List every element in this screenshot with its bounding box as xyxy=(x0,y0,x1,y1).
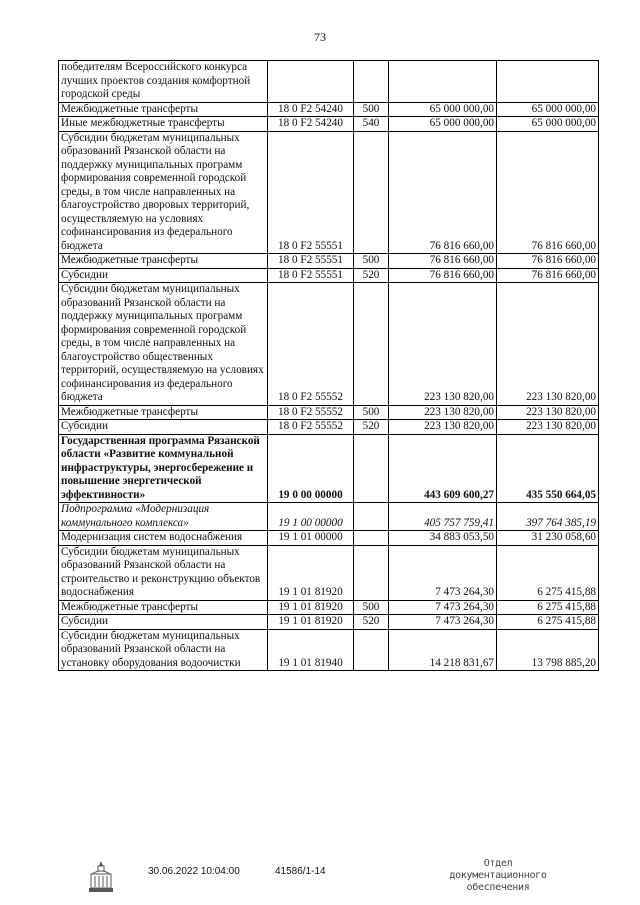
row-name-cell: Субсидии бюджетам муниципальных образований Рязанской области на поддержку муниципальных программ формирования современной городской среды, в том числе направленных на благоустройство общественных территорий, осуществляемую на условиях софинансирования из федерального бюджета xyxy=(59,283,268,406)
row-name-cell: Субсидии xyxy=(59,420,268,435)
row-type-cell xyxy=(354,434,389,503)
row-value-2022-cell: 65 000 000,00 xyxy=(389,117,497,132)
stamp-line-1: Отдел документационного xyxy=(449,858,547,881)
row-value-2023-cell: 6 275 415,88 xyxy=(497,615,599,630)
page-number: 73 xyxy=(314,30,326,44)
row-name-cell: Подпрограмма «Модернизация коммунального комплекса» xyxy=(59,503,268,531)
row-type-cell: 500 xyxy=(354,600,389,615)
row-type-cell xyxy=(354,131,389,254)
row-name-cell: Субсидии xyxy=(59,268,268,283)
row-type-cell xyxy=(354,545,389,600)
row-value-2023-cell xyxy=(497,61,599,103)
row-value-2023-cell: 13 798 885,20 xyxy=(497,629,599,671)
row-code-cell: 18 0 F2 55552 xyxy=(268,283,354,406)
row-value-2022-cell: 223 130 820,00 xyxy=(389,420,497,435)
footer-reg-number: 41586/1-14 xyxy=(275,866,326,877)
table-row xyxy=(59,600,599,615)
row-code-cell: 19 1 01 00000 xyxy=(268,531,354,546)
row-value-2023-cell: 223 130 820,00 xyxy=(497,405,599,420)
row-type-cell xyxy=(354,503,389,531)
row-value-2022-cell: 7 473 264,30 xyxy=(389,615,497,630)
row-value-2022-cell: 34 883 053,50 xyxy=(389,531,497,546)
row-value-2023-cell: 6 275 415,88 xyxy=(497,545,599,600)
footer xyxy=(0,860,640,900)
table-row xyxy=(59,629,599,671)
row-code-cell: 18 0 F2 54240 xyxy=(268,117,354,132)
row-code-cell: 18 0 F2 55552 xyxy=(268,420,354,435)
stamp-line-2: обеспечения xyxy=(466,882,530,893)
row-type-cell: 500 xyxy=(354,254,389,269)
row-name-cell: Межбюджетные трансферты xyxy=(59,254,268,269)
row-type-cell: 540 xyxy=(354,117,389,132)
row-name-cell: Межбюджетные трансферты xyxy=(59,102,268,117)
table-row xyxy=(59,405,599,420)
row-type-cell: 520 xyxy=(354,420,389,435)
row-value-2022-cell: 223 130 820,00 xyxy=(389,405,497,420)
table-row xyxy=(59,531,599,546)
row-value-2023-cell: 223 130 820,00 xyxy=(497,420,599,435)
row-name-cell: Иные межбюджетные трансферты xyxy=(59,117,268,132)
row-type-cell: 500 xyxy=(354,102,389,117)
row-code-cell: 18 0 F2 55551 xyxy=(268,131,354,254)
row-name-cell: Межбюджетные трансферты xyxy=(59,405,268,420)
row-value-2022-cell: 7 473 264,30 xyxy=(389,600,497,615)
row-value-2022-cell: 443 609 600,27 xyxy=(389,434,497,503)
row-type-cell: 520 xyxy=(354,615,389,630)
table-row xyxy=(59,545,599,600)
row-type-cell xyxy=(354,283,389,406)
row-name-cell: победителям Всероссийского конкурса лучших проектов создания комфортной городской среды xyxy=(59,61,268,103)
row-name-cell: Межбюджетные трансферты xyxy=(59,600,268,615)
row-value-2023-cell: 223 130 820,00 xyxy=(497,283,599,406)
row-code-cell: 19 1 01 81920 xyxy=(268,600,354,615)
row-name-cell: Модернизация систем водоснабжения xyxy=(59,531,268,546)
building-logo-icon xyxy=(88,860,114,894)
row-code-cell xyxy=(268,61,354,103)
row-value-2023-cell: 397 764 385,19 xyxy=(497,503,599,531)
row-value-2023-cell: 76 816 660,00 xyxy=(497,131,599,254)
row-value-2022-cell: 14 218 831,67 xyxy=(389,629,497,671)
table-row xyxy=(59,434,599,503)
footer-date: 30.06.2022 10:04:00 xyxy=(148,866,240,877)
row-value-2023-cell: 76 816 660,00 xyxy=(497,254,599,269)
row-value-2023-cell: 76 816 660,00 xyxy=(497,268,599,283)
budget-table xyxy=(58,60,599,671)
row-value-2022-cell xyxy=(389,61,497,103)
row-name-cell: Субсидии xyxy=(59,615,268,630)
row-name-cell: Государственная программа Рязанской области «Развитие коммунальной инфраструктуры, энергосбережение и повышение энергетической эффективности» xyxy=(59,434,268,503)
row-code-cell: 18 0 F2 55551 xyxy=(268,268,354,283)
row-type-cell xyxy=(354,531,389,546)
row-value-2022-cell: 76 816 660,00 xyxy=(389,254,497,269)
row-name-cell: Субсидии бюджетам муниципальных образований Рязанской области на строительство и реконструкцию объектов водоснабжения xyxy=(59,545,268,600)
row-code-cell: 18 0 F2 55552 xyxy=(268,405,354,420)
row-code-cell: 18 0 F2 54240 xyxy=(268,102,354,117)
row-value-2023-cell: 65 000 000,00 xyxy=(497,102,599,117)
row-value-2023-cell: 6 275 415,88 xyxy=(497,600,599,615)
table-row xyxy=(59,420,599,435)
row-name-cell: Субсидии бюджетам муниципальных образований Рязанской области на установку оборудования водоочистки xyxy=(59,629,268,671)
row-name-cell: Субсидии бюджетам муниципальных образований Рязанской области на поддержку муниципальных программ формирования современной городской среды, в том числе направленных на благоустройство дворовых территорий, осуществляемую на условиях софинансирования из федерального бюджета xyxy=(59,131,268,254)
table-row xyxy=(59,102,599,117)
table-row xyxy=(59,268,599,283)
row-value-2022-cell: 65 000 000,00 xyxy=(389,102,497,117)
footer-stamp xyxy=(438,858,558,894)
row-code-cell: 19 1 01 81940 xyxy=(268,629,354,671)
row-code-cell: 19 1 00 00000 xyxy=(268,503,354,531)
row-type-cell xyxy=(354,61,389,103)
table-row xyxy=(59,254,599,269)
row-code-cell: 19 1 01 81920 xyxy=(268,545,354,600)
row-code-cell: 18 0 F2 55551 xyxy=(268,254,354,269)
row-type-cell: 520 xyxy=(354,268,389,283)
table-row xyxy=(59,283,599,406)
row-type-cell: 500 xyxy=(354,405,389,420)
row-value-2023-cell: 31 230 058,60 xyxy=(497,531,599,546)
table-row xyxy=(59,503,599,531)
table-row xyxy=(59,615,599,630)
row-value-2022-cell: 405 757 759,41 xyxy=(389,503,497,531)
table-row xyxy=(59,61,599,103)
row-value-2022-cell: 7 473 264,30 xyxy=(389,545,497,600)
row-code-cell: 19 1 01 81920 xyxy=(268,615,354,630)
row-value-2023-cell: 65 000 000,00 xyxy=(497,117,599,132)
table-row xyxy=(59,117,599,132)
row-type-cell xyxy=(354,629,389,671)
row-value-2022-cell: 76 816 660,00 xyxy=(389,268,497,283)
row-code-cell: 19 0 00 00000 xyxy=(268,434,354,503)
row-value-2023-cell: 435 550 664,05 xyxy=(497,434,599,503)
table-row xyxy=(59,131,599,254)
row-value-2022-cell: 223 130 820,00 xyxy=(389,283,497,406)
table-body xyxy=(59,61,599,671)
row-value-2022-cell: 76 816 660,00 xyxy=(389,131,497,254)
